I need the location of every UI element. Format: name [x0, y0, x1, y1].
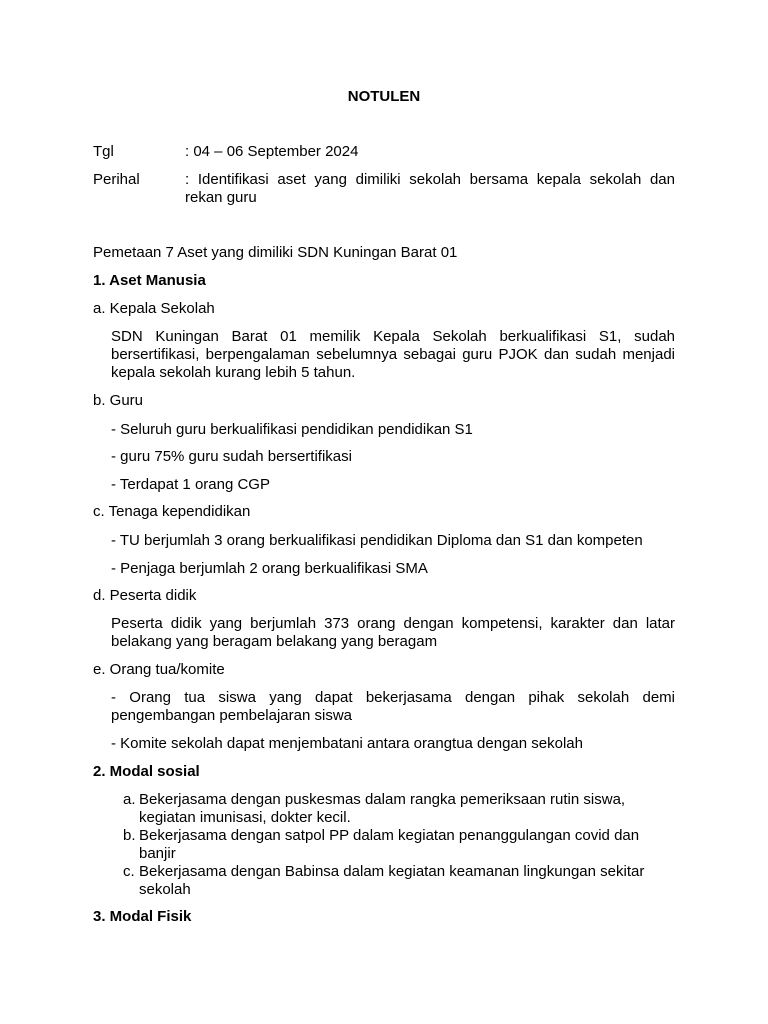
subsection-a-heading: a. Kepala Sekolah — [93, 300, 215, 317]
date-value: : 04 – 06 September 2024 — [185, 143, 359, 160]
list-item: - Terdapat 1 orang CGP — [111, 476, 270, 493]
list-item: - Penjaga berjumlah 2 orang berkualifikasi SMA — [111, 560, 428, 577]
social-capital-list — [111, 791, 675, 899]
list-item: - Seluruh guru berkualifikasi pendidikan pendidikan S1 — [111, 421, 473, 438]
section-1-heading: 1. Aset Manusia — [93, 272, 206, 289]
subsection-d-text: Peserta didik yang berjumlah 373 orang dengan kompetensi, karakter dan latar belakang yang beragam belakang yang beragam — [111, 615, 675, 650]
list-item: - Orang tua siswa yang dapat bekerjasama dengan pihak sekolah demi pengembangan pembelajaran siswa — [111, 689, 675, 724]
subject-value: : Identifikasi aset yang dimiliki sekolah bersama kepala sekolah dan rekan guru — [185, 171, 675, 206]
list-item — [111, 863, 675, 899]
subject-label: Perihal — [93, 171, 140, 188]
subsection-e-heading: e. Orang tua/komite — [93, 661, 225, 678]
subsection-a-text: SDN Kuningan Barat 01 memilik Kepala Sekolah berkualifikasi S1, sudah bersertifikasi, berpengalaman sebelumnya sebagai guru PJOK dan sudah menjadi kepala sekolah kurang lebih 5 tahun. — [111, 328, 675, 381]
list-item: - guru 75% guru sudah bersertifikasi — [111, 448, 352, 465]
list-item-text: Bekerjasama dengan Babinsa dalam kegiatan keamanan lingkungan sekitar sekolah — [139, 863, 645, 898]
document-title: NOTULEN — [347, 88, 421, 105]
section-3-heading: 3. Modal Fisik — [93, 908, 192, 925]
subsection-c-heading: c. Tenaga kependidikan — [93, 503, 251, 520]
subsection-b-heading: b. Guru — [93, 392, 144, 409]
section-2-heading: 2. Modal sosial — [93, 763, 200, 780]
list-item-text: Bekerjasama dengan satpol PP dalam kegiatan penanggulangan covid dan banjir — [139, 827, 640, 862]
meta-date-row — [93, 143, 675, 161]
subsection-d-heading: d. Peserta didik — [93, 587, 197, 604]
list-item: - TU berjumlah 3 orang berkualifikasi pendidikan Diploma dan S1 dan kompeten — [111, 532, 643, 549]
list-item-text: Bekerjasama dengan puskesmas dalam rangka pemeriksaan rutin siswa, kegiatan imunisasi, dokter kecil. — [139, 791, 626, 826]
intro-text: Pemetaan 7 Aset yang dimiliki SDN Kuningan Barat 01 — [93, 244, 458, 261]
list-marker: b. — [123, 827, 136, 844]
list-marker: a. — [123, 791, 136, 808]
list-item: - Komite sekolah dapat menjembatani antara orangtua dengan sekolah — [111, 735, 583, 752]
list-marker: c. — [123, 863, 135, 880]
date-label: Tgl — [93, 143, 114, 160]
list-item — [111, 827, 675, 863]
list-item — [111, 791, 675, 827]
meta-subject-row — [93, 171, 675, 207]
